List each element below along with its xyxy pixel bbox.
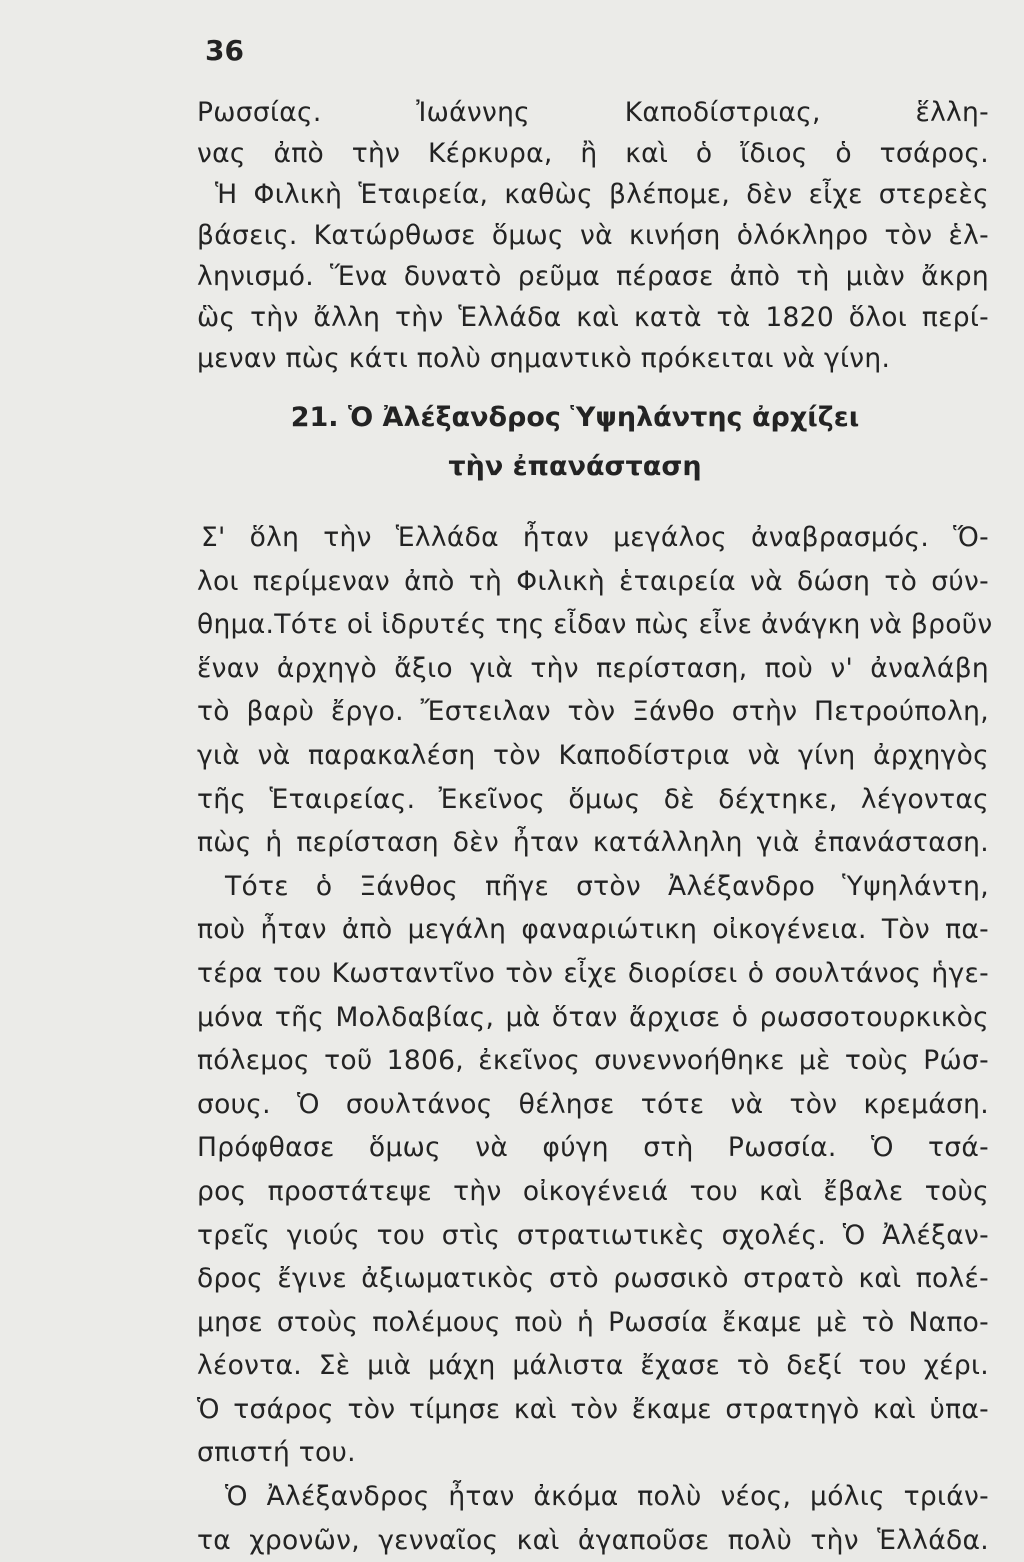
- section-heading: 21. Ὁ Ἀλέξανδρος Ὑψηλάντης ἀρχίζει: [290, 402, 860, 433]
- opening-paragraphs: [197, 92, 989, 379]
- text-line: Σ' ὅλη τὴν Ἑλλάδα ἦταν μεγάλος ἀναβρασμός. Ὅ-: [201, 522, 989, 553]
- text-line: λέοντα. Σὲ μιὰ μάχη μάλιστα ἔχασε τὸ δεξί του χέρι.: [197, 1350, 989, 1382]
- text-line: τα χρονῶν, γενναῖος καὶ ἀγαποῦσε πολὺ τὴν Ἑλλάδα.: [197, 1524, 989, 1556]
- text-line: σπιστή του.: [197, 1437, 356, 1469]
- text-line: ληνισμό. Ἕνα δυνατὸ ρεῦμα πέρασε ἀπὸ τὴ μιὰν ἄκρη: [197, 261, 989, 292]
- text-line: τῆς Ἑταιρείας. Ἐκεῖνος ὅμως δὲ δέχτηκε, λέγοντας: [197, 783, 989, 815]
- text-line: τὸ βαρὺ ἔργο. Ἔστειλαν τὸν Ξάνθο στὴν Πετρούπολη,: [197, 696, 989, 728]
- text-line: βάσεις. Κατώρθωσε ὅμως νὰ κινήση ὁλόκληρο τὸν ἑλ-: [197, 220, 989, 251]
- text-line: Ρωσσίας. Ἰωάννης Καποδίστριας, ἕλλη-: [197, 97, 989, 128]
- text-line: τέρα του Κωσταντῖνο τὸν εἶχε διορίσει ὁ σουλτάνος ἡγε-: [197, 957, 989, 989]
- text-line: πόλεμος τοῦ 1806, ἐκεῖνος συνεννοήθηκε μὲ τοὺς Ρώσ-: [197, 1045, 989, 1077]
- page-number: 36: [205, 34, 244, 67]
- text-line: τρεῖς γιούς του στὶς στρατιωτικὲς σχολές. Ὁ Ἀλέξαν-: [197, 1219, 989, 1251]
- text-line: λοι περίμεναν ἀπὸ τὴ Φιλικὴ ἑταιρεία νὰ δώση τὸ σύν-: [197, 565, 989, 597]
- text-line: δρος ἔγινε ἀξιωματικὸς στὸ ρωσσικὸ στρατὸ καὶ πολέ-: [197, 1263, 989, 1295]
- text-line: σους. Ὁ σουλτάνος θέλησε τότε νὰ τὸν κρεμάση.: [197, 1088, 989, 1120]
- text-line: νας ἀπὸ τὴν Κέρκυρα, ἢ καὶ ὁ ἴδιος ὁ τσάρος.: [197, 138, 989, 169]
- text-line: μεναν πὼς κάτι πολὺ σημαντικὸ πρόκειται νὰ γίνη.: [197, 343, 891, 374]
- text-line: μόνα τῆς Μολδαβίας, μὰ ὅταν ἄρχισε ὁ ρωσσοτουρκικὸς: [197, 1001, 989, 1033]
- text-line: ρος προστάτεψε τὴν οἰκογένειά του καὶ ἔβαλε τοὺς: [197, 1175, 989, 1207]
- text-line: ποὺ ἦταν ἀπὸ μεγάλη φαναριώτικη οἰκογένεια. Τὸν πα-: [197, 914, 989, 946]
- text-line: θημα.Τότε οἱ ἱδρυτές της εἶδαν πὼς εἶνε ἀνάγκη νὰ βροῦν: [197, 609, 993, 641]
- text-line: Ὁ Ἀλέξανδρος ἦταν ἀκόμα πολὺ νέος, μόλις τριάν-: [225, 1481, 989, 1513]
- text-line: γιὰ νὰ παρακαλέση τὸν Καποδίστρια νὰ γίνη ἀρχηγὸς: [197, 739, 989, 771]
- text-line: πὼς ἡ περίσταση δὲν ἦταν κατάλληλη γιὰ ἐπανάσταση.: [197, 827, 989, 859]
- text-line: ὣς τὴν ἄλλη τὴν Ἑλλάδα καὶ κατὰ τὰ 1820 ὅλοι περί-: [197, 302, 989, 333]
- text-line: Ἡ Φιλικὴ Ἑταιρεία, καθὼς βλέπομε, δὲν εἶχε στερεὲς: [215, 179, 989, 210]
- text-line: μησε στοὺς πολέμους ποὺ ἡ Ρωσσία ἔκαμε μὲ τὸ Ναπο-: [197, 1306, 989, 1338]
- section-heading-continued: τὴν ἐπανάσταση: [448, 451, 702, 482]
- text-line: Ὁ τσάρος τὸν τίμησε καὶ τὸν ἔκαμε στρατηγὸ καὶ ὑπα-: [197, 1393, 989, 1425]
- section-body: [197, 516, 993, 1562]
- text-line: Πρόφθασε ὅμως νὰ φύγη στὴ Ρωσσία. Ὁ τσά-: [197, 1132, 989, 1164]
- text-line: Τότε ὁ Ξάνθος πῆγε στὸν Ἀλέξανδρο Ὑψηλάντη,: [225, 870, 989, 902]
- text-line: ἕναν ἀρχηγὸ ἄξιο γιὰ τὴν περίσταση, ποὺ ν' ἀναλάβη: [197, 652, 989, 684]
